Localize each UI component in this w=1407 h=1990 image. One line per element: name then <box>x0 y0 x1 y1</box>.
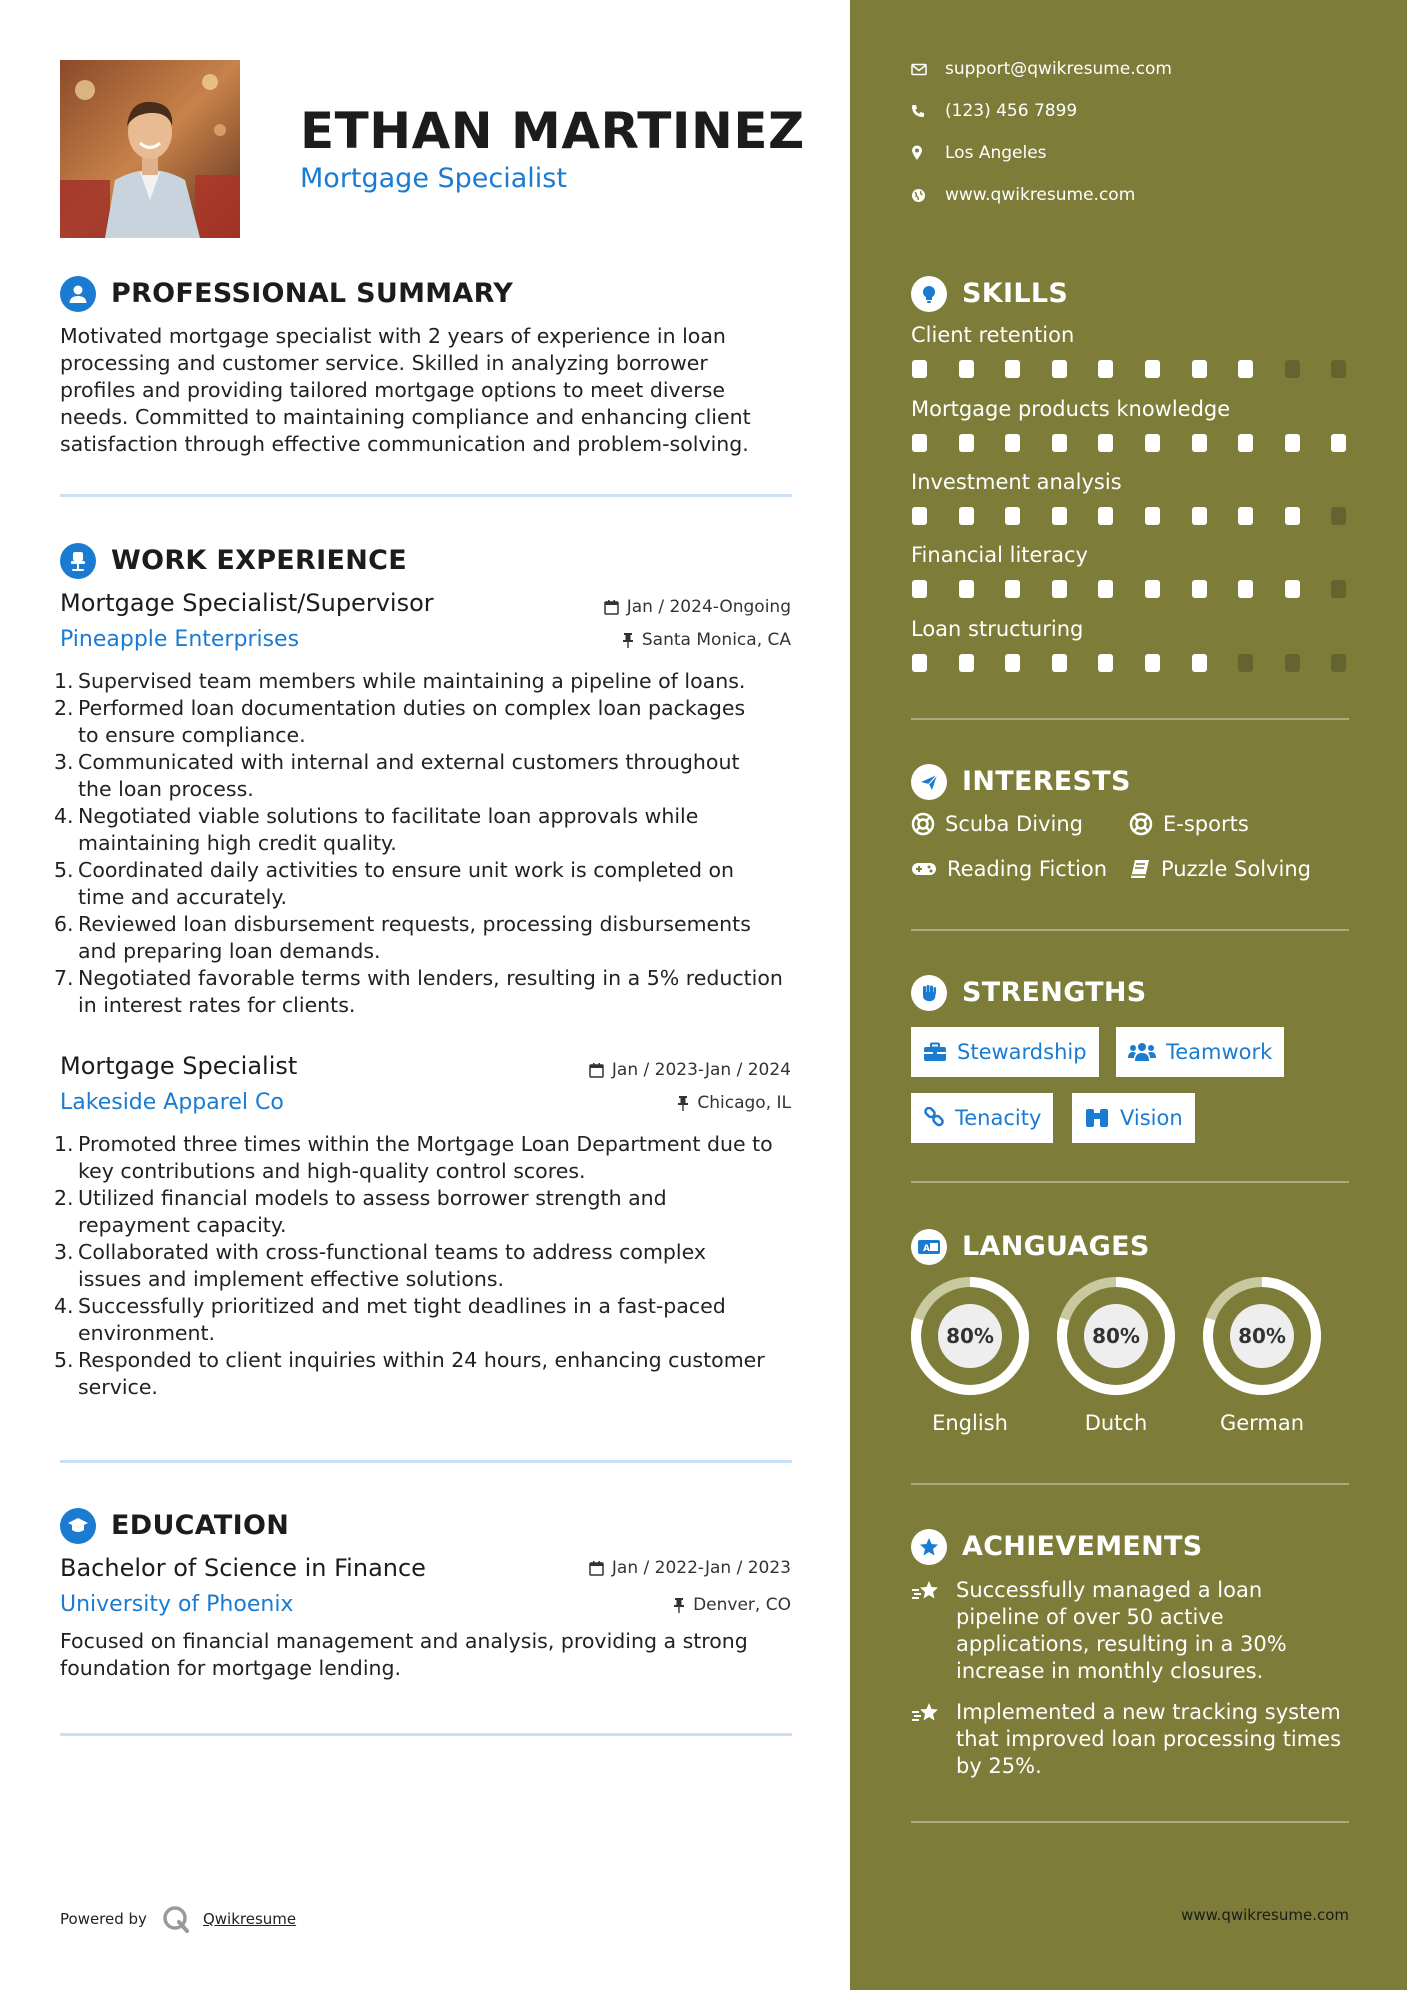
job-location <box>677 1093 791 1113</box>
strength-chip <box>911 1093 1053 1143</box>
fist-icon <box>911 975 947 1011</box>
skill-dot-filled <box>1098 434 1113 452</box>
strength-label: Stewardship <box>957 1040 1087 1064</box>
user-icon <box>60 276 96 312</box>
skill-dot-filled <box>1145 580 1160 598</box>
summary-line: satisfaction through effective communication and problem-solving. <box>60 432 749 456</box>
skill-dot-empty <box>1238 654 1253 672</box>
language-progress-ring <box>1202 1276 1322 1396</box>
job-bullets <box>78 1131 798 1401</box>
skill-dot-filled <box>1005 434 1020 452</box>
company-name: Pineapple Enterprises <box>60 627 300 652</box>
strength-chip <box>1116 1027 1284 1077</box>
language-progress-ring <box>910 1276 1030 1396</box>
skill-rating <box>912 654 1352 672</box>
language-progress-ring <box>1056 1276 1176 1396</box>
pin-icon <box>673 1597 685 1613</box>
contact-location <box>911 143 1047 163</box>
list-item: Promoted three times within the Mortgage Loan Department due to key contributions and high-quality control scores. <box>78 1132 773 1183</box>
section-divider <box>911 929 1349 931</box>
achievements-heading: ACHIEVEMENTS <box>962 1531 1203 1562</box>
shooting-star-icon <box>911 1701 941 1731</box>
section-divider <box>60 494 792 497</box>
pin-icon <box>677 1095 689 1111</box>
language-ring <box>1056 1276 1176 1396</box>
job-date-text: Jan / 2024-Ongoing <box>626 597 791 617</box>
skill-dot-filled <box>1145 654 1160 672</box>
skill-dot-filled <box>1192 507 1207 525</box>
briefcase-icon <box>923 1042 947 1062</box>
map-marker-icon <box>911 145 923 161</box>
skill-dot-filled <box>1052 434 1067 452</box>
email-text: support@qwikresume.com <box>945 59 1172 79</box>
skill-dot-filled <box>1145 434 1160 452</box>
skill-dot-filled <box>1238 507 1253 525</box>
achievement-item: Successfully managed a loan pipeline of over 50 active applications, resulting in a 30% increase in monthly closures. <box>956 1578 1287 1683</box>
job-bullets <box>78 668 798 1019</box>
skill-dot-filled <box>1052 507 1067 525</box>
shooting-star-icon <box>911 1579 941 1609</box>
strengths-heading: STRENGTHS <box>962 977 1147 1008</box>
education-heading: EDUCATION <box>111 1510 290 1541</box>
skill-dot-filled <box>1192 360 1207 378</box>
skill-rating <box>912 360 1352 378</box>
skill-dot-filled <box>959 580 974 598</box>
skill-dot-filled <box>1145 507 1160 525</box>
skill-name: Financial literacy <box>911 543 1088 567</box>
phone-text: (123) 456 7899 <box>945 101 1078 121</box>
skill-dot-filled <box>1098 654 1113 672</box>
language-ring <box>910 1276 1030 1396</box>
skill-name: Mortgage products knowledge <box>911 397 1231 421</box>
job-location-text: Santa Monica, CA <box>641 630 791 650</box>
calendar-icon <box>589 1062 604 1078</box>
skill-dot-filled <box>912 360 927 378</box>
list-item: Communicated with internal and external customers throughout the loan process. <box>78 750 740 801</box>
chair-icon <box>60 543 96 579</box>
skill-dot-empty <box>1331 580 1346 598</box>
section-divider <box>911 1821 1349 1823</box>
pin-icon <box>622 632 634 648</box>
interests-heading: INTERESTS <box>962 766 1131 797</box>
skill-dot-filled <box>959 360 974 378</box>
candidate-title: Mortgage Specialist <box>300 163 567 194</box>
list-item: Negotiated favorable terms with lenders, resulting in a 5% reduction in interest rates for clients. <box>78 966 783 1017</box>
skill-dot-filled <box>1145 360 1160 378</box>
skill-name: Client retention <box>911 323 1075 347</box>
skill-rating <box>912 434 1352 452</box>
summary-text <box>60 323 795 458</box>
list-item: Coordinated daily activities to ensure unit work is completed on time and accurately. <box>78 858 735 909</box>
strength-chip <box>911 1027 1099 1077</box>
list-item: Utilized financial models to assess borrower strength and repayment capacity. <box>78 1186 667 1237</box>
language-percent: 80% <box>1092 1324 1140 1348</box>
education-location-text: Denver, CO <box>693 1595 791 1615</box>
skill-dot-empty <box>1285 360 1300 378</box>
skill-dot-filled <box>1238 580 1253 598</box>
candidate-name: ETHAN MARTINEZ <box>300 102 805 160</box>
skill-dot-empty <box>1285 654 1300 672</box>
section-divider <box>911 1483 1349 1485</box>
link-icon <box>923 1107 945 1129</box>
achievement-item: Implemented a new tracking system that improved loan processing times by 25%. <box>956 1700 1342 1778</box>
interest-label: E-sports <box>1163 812 1249 836</box>
skill-dot-filled <box>1331 434 1346 452</box>
binoculars-icon <box>1084 1107 1110 1129</box>
summary-line: Motivated mortgage specialist with 2 years of experience in loan <box>60 324 726 348</box>
envelope-icon <box>911 63 927 76</box>
skill-dot-filled <box>912 654 927 672</box>
skill-rating <box>912 507 1352 525</box>
interest-item <box>911 857 1107 881</box>
interest-label: Reading Fiction <box>947 857 1108 881</box>
life-ring-icon <box>911 812 935 836</box>
section-divider <box>60 1460 792 1463</box>
education-line: foundation for mortgage lending. <box>60 1656 402 1680</box>
powered-by-label: Powered by <box>60 1910 147 1928</box>
interest-label: Puzzle Solving <box>1161 857 1311 881</box>
skill-dot-filled <box>912 580 927 598</box>
skill-dot-filled <box>1005 360 1020 378</box>
section-divider <box>911 718 1349 720</box>
life-ring-icon <box>1129 812 1153 836</box>
contact-website[interactable] <box>911 185 1135 205</box>
job-date <box>589 1060 791 1080</box>
list-item: Responded to client inquiries within 24 hours, enhancing customer service. <box>78 1348 765 1399</box>
summary-line: profiles and providing tailored mortgage options to meet diverse <box>60 378 726 402</box>
globe-icon <box>911 188 926 203</box>
phone-icon <box>911 104 925 118</box>
list-item: Successfully prioritized and met tight deadlines in a fast-paced environment. <box>78 1294 726 1345</box>
skill-dot-empty <box>1331 654 1346 672</box>
skill-dot-filled <box>1098 507 1113 525</box>
skill-name: Investment analysis <box>911 470 1122 494</box>
language-name: English <box>932 1411 1008 1435</box>
education-date-text: Jan / 2022-Jan / 2023 <box>611 1558 791 1578</box>
users-icon <box>1128 1042 1156 1062</box>
skills-heading: SKILLS <box>962 278 1069 309</box>
list-item: Performed loan documentation duties on complex loan packages to ensure compliance. <box>78 696 746 747</box>
list-item: Reviewed loan disbursement requests, processing disbursements and preparing loan demands. <box>78 912 751 963</box>
interest-item <box>1129 812 1249 836</box>
paper-plane-icon <box>911 764 947 800</box>
job-date <box>604 597 791 617</box>
website-text: www.qwikresume.com <box>945 185 1136 205</box>
skill-dot-filled <box>959 654 974 672</box>
profile-photo <box>60 60 240 238</box>
interest-label: Scuba Diving <box>945 812 1083 836</box>
summary-heading: PROFESSIONAL SUMMARY <box>111 278 514 309</box>
section-divider <box>60 1733 792 1736</box>
skill-dot-filled <box>912 507 927 525</box>
location-text: Los Angeles <box>945 143 1047 163</box>
skill-dot-filled <box>1052 360 1067 378</box>
skill-dot-filled <box>1005 580 1020 598</box>
languages-heading: LANGUAGES <box>962 1231 1150 1262</box>
experience-heading: WORK EXPERIENCE <box>111 545 407 576</box>
list-item: Negotiated viable solutions to facilitate loan approvals while maintaining high credit quality. <box>78 804 699 855</box>
skill-dot-filled <box>912 434 927 452</box>
skill-dot-filled <box>1192 654 1207 672</box>
skill-dot-filled <box>1285 507 1300 525</box>
list-item: Supervised team members while maintaining a pipeline of loans. <box>78 669 746 693</box>
education-description <box>60 1628 795 1682</box>
skill-dot-filled <box>959 507 974 525</box>
skill-dot-filled <box>1098 360 1113 378</box>
language-icon <box>911 1229 947 1265</box>
skill-dot-filled <box>1192 434 1207 452</box>
skill-dot-empty <box>1331 507 1346 525</box>
section-divider <box>911 1181 1349 1183</box>
summary-line: needs. Committed to maintaining compliance and enhancing client <box>60 405 751 429</box>
graduation-cap-icon <box>60 1508 96 1544</box>
skill-dot-filled <box>1052 580 1067 598</box>
contact-phone[interactable] <box>911 101 1077 121</box>
skill-dot-filled <box>1285 434 1300 452</box>
skill-dot-filled <box>1285 580 1300 598</box>
skill-rating <box>912 580 1352 598</box>
interest-item <box>911 812 1083 836</box>
job-title: Mortgage Specialist <box>60 1052 298 1080</box>
language-ring <box>1202 1276 1322 1396</box>
brand-link[interactable]: Qwikresume <box>202 1910 297 1928</box>
book-icon <box>1129 858 1151 880</box>
job-location <box>622 630 791 650</box>
education-location <box>673 1595 791 1615</box>
calendar-icon <box>589 1560 604 1576</box>
language-percent: 80% <box>1238 1324 1286 1348</box>
job-location-text: Chicago, IL <box>697 1093 791 1113</box>
job-date-text: Jan / 2023-Jan / 2024 <box>611 1060 791 1080</box>
strength-label: Vision <box>1120 1106 1183 1130</box>
strength-chip <box>1072 1093 1195 1143</box>
summary-line: processing and customer service. Skilled in analyzing borrower <box>60 351 708 375</box>
svg-text:A: A <box>923 1244 930 1254</box>
skill-dot-filled <box>1238 434 1253 452</box>
interest-item <box>1129 857 1311 881</box>
language-name: German <box>1219 1411 1305 1435</box>
skill-name: Loan structuring <box>911 617 1084 641</box>
company-name: Lakeside Apparel Co <box>60 1090 284 1115</box>
skill-dot-filled <box>1238 360 1253 378</box>
strength-label: Tenacity <box>955 1106 1042 1130</box>
star-badge-icon <box>911 1529 947 1565</box>
gamepad-icon <box>911 859 937 879</box>
skill-dot-filled <box>1005 654 1020 672</box>
education-line: Focused on financial management and analysis, providing a strong <box>60 1629 748 1653</box>
list-item: Collaborated with cross-functional teams to address complex issues and implement effective solutions. <box>78 1240 707 1291</box>
qwikresume-logo-icon <box>161 1904 191 1934</box>
degree-title: Bachelor of Science in Finance <box>60 1554 426 1582</box>
calendar-icon <box>604 599 619 615</box>
skill-dot-filled <box>1052 654 1067 672</box>
skill-dot-filled <box>1005 507 1020 525</box>
lightbulb-icon <box>911 276 947 312</box>
powered-by <box>60 1904 296 1934</box>
skill-dot-filled <box>959 434 974 452</box>
language-name: Dutch <box>1084 1411 1148 1435</box>
footer-website: www.qwikresume.com <box>1181 1906 1349 1924</box>
language-percent: 80% <box>946 1324 994 1348</box>
skill-dot-filled <box>1098 580 1113 598</box>
school-name: University of Phoenix <box>60 1592 294 1617</box>
job-title: Mortgage Specialist/Supervisor <box>60 589 434 617</box>
education-date <box>589 1558 791 1578</box>
contact-email[interactable] <box>911 59 1172 79</box>
skill-dot-empty <box>1331 360 1346 378</box>
skill-dot-filled <box>1192 580 1207 598</box>
strength-label: Teamwork <box>1166 1040 1273 1064</box>
